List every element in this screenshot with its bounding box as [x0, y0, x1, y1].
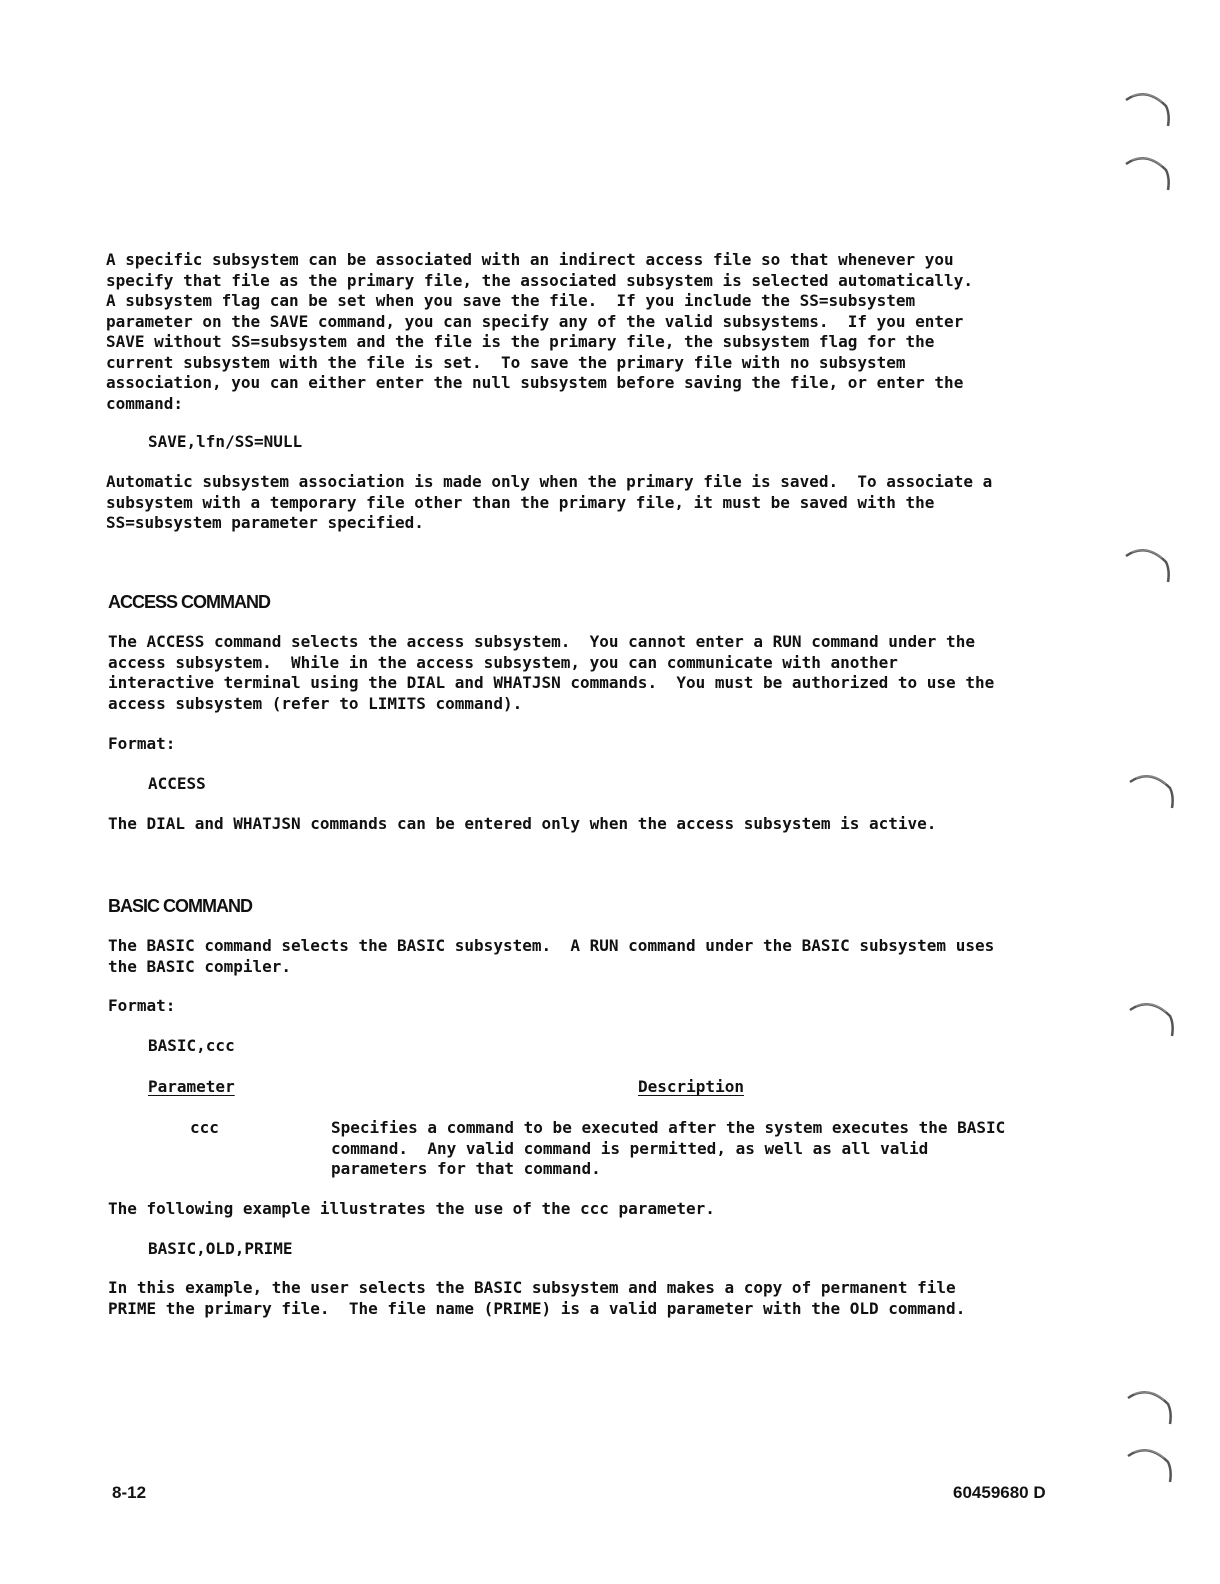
- binding-mark-icon: [1126, 1442, 1174, 1490]
- intro-paragraph: A specific subsystem can be associated with an indirect access file so that whenever you specify that file as the primary file, the associated subsystem is selected automatically. A subsystem flag can be set when you save the file. If you include the SS=subsystem parameter on the SAVE command, you can specify any of the valid subsystems. If you enter SAVE without SS=subsystem and the file is the primary file, the subsystem flag for the current subsystem with the file is set. To save the primary file with no subsystem association, you can either enter the null subsystem before saving the file, or enter the command:: [106, 250, 973, 413]
- access-format-command: ACCESS: [148, 774, 206, 793]
- example-explanation: In this example, the user selects the BASIC subsystem and makes a copy of permanent file PRIME the primary file. The file name (PRIME) is a valid parameter with the OLD command.: [108, 1278, 966, 1318]
- description-column-header: Description: [638, 1077, 744, 1096]
- binding-mark-icon: [1128, 996, 1176, 1044]
- basic-command-heading: BASIC COMMAND: [108, 896, 252, 916]
- access-format-label: Format:: [108, 734, 176, 753]
- basic-example-command: BASIC,OLD,PRIME: [148, 1239, 293, 1258]
- binding-mark-icon: [1128, 768, 1176, 816]
- access-note: The DIAL and WHATJSN commands can be entered only when the access subsystem is active.: [108, 814, 937, 833]
- binding-mark-icon: [1124, 150, 1172, 198]
- param-description: Specifies a command to be executed after the system executes the BASIC command. Any valid command is permitted, as well as all valid parameters for that command.: [331, 1118, 1006, 1178]
- binding-mark-icon: [1126, 1384, 1174, 1432]
- intro-followup-paragraph: Automatic subsystem association is made only when the primary file is saved. To associate a subsystem with a temporary file other than the primary file, it must be saved with the SS=subsystem parameter specified.: [106, 472, 993, 532]
- parameter-column-header: Parameter: [148, 1077, 235, 1096]
- binding-mark-icon: [1124, 542, 1172, 590]
- basic-paragraph: The BASIC command selects the BASIC subsystem. A RUN command under the BASIC subsystem uses the BASIC compiler.: [108, 936, 995, 976]
- basic-format-command: BASIC,ccc: [148, 1036, 235, 1055]
- param-name: ccc: [190, 1118, 219, 1137]
- page-number: 8-12: [112, 1483, 147, 1502]
- save-command-example: SAVE,lfn/SS=NULL: [148, 432, 303, 451]
- access-paragraph: The ACCESS command selects the access subsystem. You cannot enter a RUN command under the access subsystem. While in the access subsystem, you can communicate with another interactive terminal using the DIAL and WHATJSN commands. You must be authorized to use the access subsystem (refer to LIMITS command).: [108, 632, 995, 713]
- basic-format-label: Format:: [108, 996, 176, 1015]
- example-intro: The following example illustrates the use of the ccc parameter.: [108, 1199, 715, 1218]
- document-number: 60459680 D: [953, 1483, 1046, 1502]
- access-command-heading: ACCESS COMMAND: [108, 592, 271, 612]
- binding-mark-icon: [1124, 86, 1172, 134]
